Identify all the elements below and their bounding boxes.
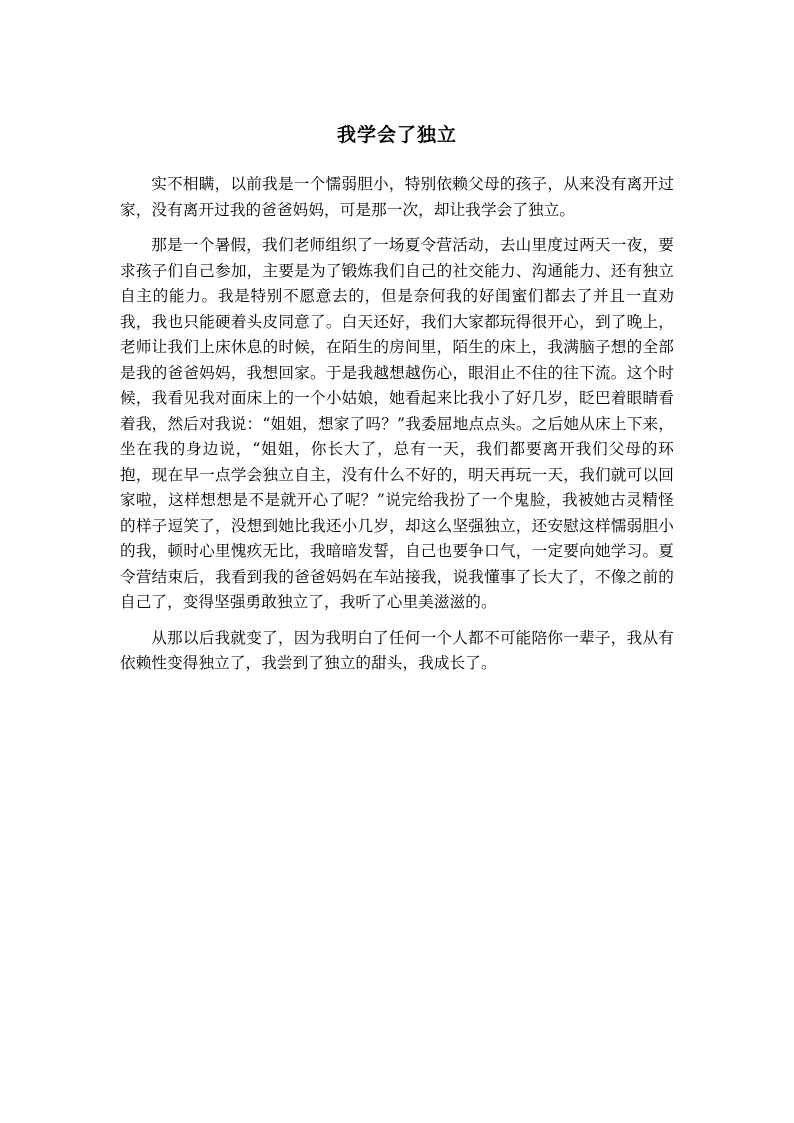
document-body xyxy=(120,172,674,687)
document-title: 我学会了独立 xyxy=(336,124,457,146)
paragraph-2: 那是一个暑假，我们老师组织了一场夏令营活动，去山里度过两天一夜，要求孩子们自己参加，主要是为了锻炼我们自己的社交能力、沟通能力、还有独立自主的能力。我是特别不愿意去的，但是奈何我的好闺蜜们都去了并且一直劝我，我也只能硬着头皮同意了。白天还好，我们大家都玩得很开心，到了晚上，老师让我们上床休息的时候，在陌生的房间里，陌生的床上，我满脑子想的全部是我的爸爸妈妈，我想回家。于是我越想越伤心，眼泪止不住的往下流。这个时候，我看见我对面床上的一个小姑娘，她看起来比我小了好几岁，眨巴着眼睛看着我，然后对我说：“姐姐，想家了吗？”我委屈地点点头。之后她从床上下来，坐在我的身边说，“姐姐，你长大了，总有一天，我们都要离开我们父母的环抱，现在早一点学会独立自主，没有什么不好的，明天再玩一天，我们就可以回家啦，这样想想是不是就开心了呢？”说完给我扮了一个鬼脸，我被她古灵精怪的样子逗笑了，没想到她比我还小几岁，却这么坚强独立，还安慰这样懦弱胆小的我，顿时心里愧疚无比，我暗暗发誓，自己也要争口气，一定要向她学习。夏令营结束后，我看到我的爸爸妈妈在车站接我，说我懂事了长大了，不像之前的自己了，变得坚强勇敢独立了，我听了心里美滋滋的。 xyxy=(120,236,674,611)
paragraph-3: 从那以后我就变了，因为我明白了任何一个人都不可能陪你一辈子，我从有依赖性变得独立了，我尝到了独立的甜头，我成长了。 xyxy=(120,628,674,672)
paragraph-1: 实不相瞒，以前我是一个懦弱胆小，特别依赖父母的孩子，从来没有离开过家，没有离开过我的爸爸妈妈，可是那一次，却让我学会了独立。 xyxy=(120,175,674,219)
